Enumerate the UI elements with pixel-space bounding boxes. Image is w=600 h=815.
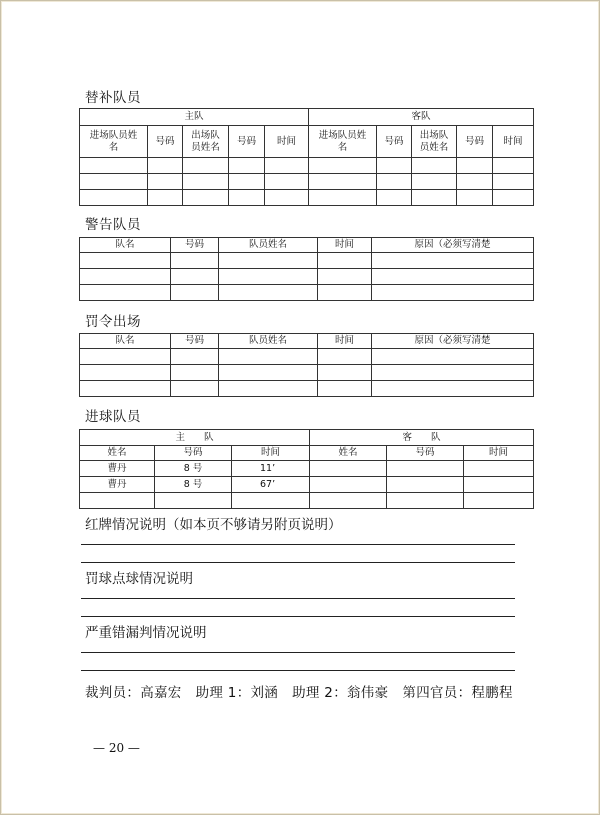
- goal-scorer-name: 曹丹: [80, 477, 155, 493]
- goal-time: 11’: [232, 461, 310, 477]
- assistant1-name: 刘涵: [250, 685, 279, 701]
- table-row: [80, 493, 534, 509]
- warnings-title: 警告队员: [85, 217, 141, 233]
- divider: [81, 562, 515, 563]
- table-row: [80, 285, 534, 301]
- sendoffs-header-name: 队员姓名: [219, 334, 318, 349]
- divider: [81, 616, 515, 617]
- goal-time: 67’: [232, 477, 310, 493]
- table-row: [80, 461, 534, 477]
- divider: [81, 598, 515, 599]
- warnings-header-time: 时间: [318, 238, 372, 253]
- goal-scorer-name: 曹丹: [80, 461, 155, 477]
- red-card-note-title: 红牌情况说明（如本页不够请另附页说明）: [85, 517, 342, 533]
- goal-scorer-num: 8 号: [155, 461, 232, 477]
- col-num-away: 号码: [377, 126, 412, 158]
- table-row: [80, 477, 534, 493]
- goals-header-time-away: 时间: [464, 446, 534, 461]
- col-time-home: 时间: [265, 126, 309, 158]
- sendoffs-header-reason: 原因（必须写清楚: [372, 334, 534, 349]
- goals-header-num-away: 号码: [387, 446, 464, 461]
- sendoffs-title: 罚令出场: [85, 314, 141, 330]
- assistant2-name: 翁伟豪: [347, 685, 389, 701]
- goals-home-header: 主 队: [80, 430, 310, 446]
- divider: [81, 670, 515, 671]
- col-out-home: 出场队员姓名: [183, 126, 229, 158]
- goals-header-name-home: 姓名: [80, 446, 155, 461]
- officials-line: [85, 681, 513, 701]
- fourth-official-label: 第四官员：: [402, 685, 472, 701]
- goal-scorer-num: 8 号: [155, 477, 232, 493]
- col-num2-home: 号码: [229, 126, 265, 158]
- col-time-away: 时间: [493, 126, 534, 158]
- warnings-header-team: 队名: [80, 238, 171, 253]
- referee-label: 裁判员：: [85, 685, 141, 701]
- goals-table: [79, 429, 534, 509]
- goals-header-time-home: 时间: [232, 446, 310, 461]
- table-row: [80, 253, 534, 269]
- col-in-home: 进场队员姓名: [80, 126, 148, 158]
- goals-header-num-home: 号码: [155, 446, 232, 461]
- table-row: [80, 190, 534, 206]
- col-out-away: 出场队员姓名: [412, 126, 457, 158]
- sendoffs-header-num: 号码: [171, 334, 219, 349]
- substitutes-home-header: 主队: [80, 109, 309, 126]
- substitutes-table: [79, 108, 534, 206]
- warnings-table: [79, 237, 534, 301]
- table-row: [80, 158, 534, 174]
- col-num2-away: 号码: [457, 126, 493, 158]
- substitutes-away-header: 客队: [309, 109, 534, 126]
- assistant1-label: 助理 1：: [195, 685, 251, 701]
- warnings-header-reason: 原因（必须写清楚: [372, 238, 534, 253]
- fourth-official-name: 程鹏程: [471, 685, 513, 701]
- errors-note-title: 严重错漏判情况说明: [85, 625, 207, 641]
- table-row: [80, 349, 534, 365]
- penalty-note-title: 罚球点球情况说明: [85, 571, 193, 587]
- col-in-away: 进场队员姓名: [309, 126, 377, 158]
- divider: [81, 544, 515, 545]
- table-row: [80, 381, 534, 397]
- table-row: [80, 174, 534, 190]
- warnings-header-num: 号码: [171, 238, 219, 253]
- sendoffs-header-team: 队名: [80, 334, 171, 349]
- referee-name: 高嘉宏: [140, 685, 182, 701]
- sendoffs-table: [79, 333, 534, 397]
- goals-away-header: 客 队: [310, 430, 534, 446]
- col-num-home: 号码: [148, 126, 183, 158]
- table-row: [80, 365, 534, 381]
- table-row: [80, 269, 534, 285]
- page-number: — 20 —: [93, 741, 140, 755]
- divider: [81, 652, 515, 653]
- goals-header-name-away: 姓名: [310, 446, 387, 461]
- substitutes-title: 替补队员: [85, 90, 141, 106]
- goals-title: 进球队员: [85, 409, 141, 425]
- warnings-header-name: 队员姓名: [219, 238, 318, 253]
- sendoffs-header-time: 时间: [318, 334, 372, 349]
- assistant2-label: 助理 2：: [292, 685, 347, 701]
